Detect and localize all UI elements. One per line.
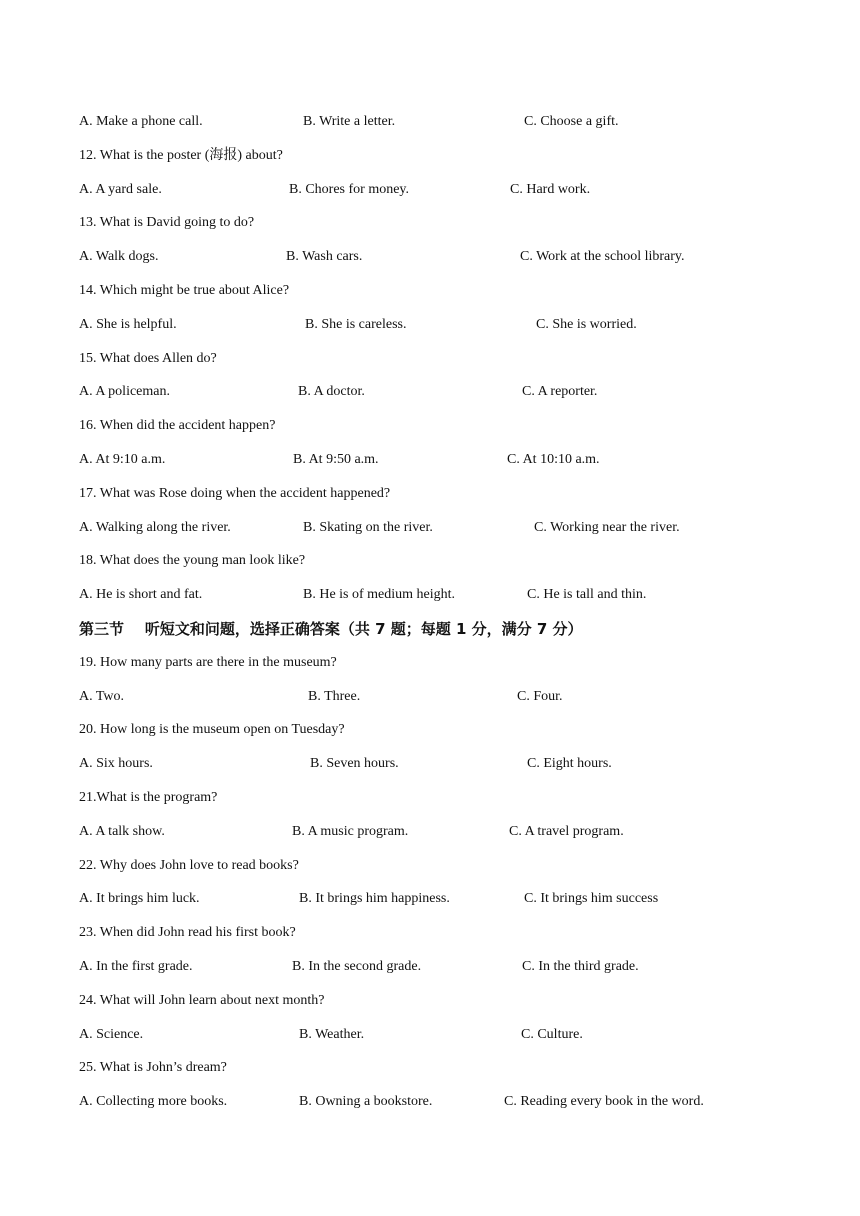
section-heading: 第三节 听短文和问题，选择正确答案（共 7 题；每题 1 分，满分 7 分） xyxy=(79,620,583,638)
answer-options xyxy=(79,383,779,401)
option-b: B. At 9:50 a.m. xyxy=(293,452,379,467)
option-c: C. He is tall and thin. xyxy=(527,587,647,603)
option-c: C. A travel program. xyxy=(509,823,624,839)
question-text: 23. When did John read his first book? xyxy=(79,925,296,941)
option-c: C. At 10:10 a.m. xyxy=(507,452,600,467)
question-text: 24. What will John learn about next month? xyxy=(79,992,325,1008)
option-c: C. Four. xyxy=(517,688,563,704)
option-a: A. At 9:10 a.m. xyxy=(79,452,166,467)
question-text: 15. What does Allen do? xyxy=(79,350,217,366)
answer-options xyxy=(79,1093,779,1111)
option-c: C. Culture. xyxy=(521,1026,583,1042)
option-a: A. Six hours. xyxy=(79,756,153,772)
option-a: A. Collecting more books. xyxy=(79,1094,228,1110)
option-b: B. Owning a bookstore. xyxy=(299,1094,433,1110)
option-a: A. A yard sale. xyxy=(79,181,162,197)
option-a: A. He is short and fat. xyxy=(79,587,203,603)
option-a: A. Make a phone call. xyxy=(79,114,203,129)
question-text: 12. What is the poster (海报) about? xyxy=(79,147,283,163)
answer-options xyxy=(79,890,779,908)
option-a: A. In the first grade. xyxy=(79,959,193,974)
option-c: C. Working near the river. xyxy=(534,519,680,535)
answer-options xyxy=(79,688,779,706)
option-c: C. Hard work. xyxy=(510,181,591,197)
option-b: B. Three. xyxy=(308,688,361,704)
question-text: 14. Which might be true about Alice? xyxy=(79,283,290,298)
option-b: B. Chores for money. xyxy=(289,181,410,197)
option-a: A. She is helpful. xyxy=(79,316,177,332)
option-a: A. Two. xyxy=(79,688,125,704)
option-c: C. A reporter. xyxy=(522,384,598,400)
option-b: B. In the second grade. xyxy=(292,959,422,974)
option-b: B. Skating on the river. xyxy=(303,519,433,535)
option-a: A. It brings him luck. xyxy=(79,891,200,907)
option-a: A. Science. xyxy=(79,1026,144,1042)
question-text: 19. How many parts are there in the museum? xyxy=(79,654,337,670)
answer-options xyxy=(79,823,779,841)
option-c: C. Choose a gift. xyxy=(524,114,619,129)
option-c: C. She is worried. xyxy=(536,316,637,332)
answer-options xyxy=(79,519,779,537)
answer-options xyxy=(79,181,779,199)
answer-options xyxy=(79,316,779,334)
option-a: A. A policeman. xyxy=(79,384,170,400)
question-text: 25. What is John’s dream? xyxy=(79,1060,227,1076)
question-text: 16. When did the accident happen? xyxy=(79,418,276,434)
option-b: B. Write a letter. xyxy=(303,114,396,129)
option-b: B. He is of medium height. xyxy=(303,587,456,603)
option-a: A. Walking along the river. xyxy=(79,519,231,535)
option-c: C. Work at the school library. xyxy=(520,249,685,265)
option-b: B. It brings him happiness. xyxy=(299,891,450,907)
question-text: 22. Why does John love to read books? xyxy=(79,857,299,873)
question-text: 17. What was Rose doing when the accident happened? xyxy=(79,485,391,501)
option-a: A. Walk dogs. xyxy=(79,249,159,265)
answer-options xyxy=(79,451,779,469)
question-text: 20. How long is the museum open on Tuesday? xyxy=(79,722,345,738)
option-c: C. Eight hours. xyxy=(527,756,612,772)
question-text: 21.What is the program? xyxy=(79,790,218,805)
question-text: 13. What is David going to do? xyxy=(79,215,255,231)
option-b: B. A music program. xyxy=(292,823,409,839)
option-a: A. A talk show. xyxy=(79,823,165,839)
option-b: B. Seven hours. xyxy=(310,756,399,772)
question-text: 18. What does the young man look like? xyxy=(79,553,306,569)
option-b: B. A doctor. xyxy=(298,384,365,400)
option-b: B. Wash cars. xyxy=(286,249,363,265)
answer-options xyxy=(79,1026,779,1044)
answer-options xyxy=(79,113,779,131)
option-c: C. In the third grade. xyxy=(522,959,639,974)
option-b: B. She is careless. xyxy=(305,316,407,332)
answer-options xyxy=(79,755,779,773)
option-c: C. Reading every book in the word. xyxy=(504,1094,704,1110)
answer-options xyxy=(79,248,779,266)
option-b: B. Weather. xyxy=(299,1026,365,1042)
answer-options xyxy=(79,586,779,604)
answer-options xyxy=(79,958,779,976)
option-c: C. It brings him success xyxy=(524,891,659,907)
